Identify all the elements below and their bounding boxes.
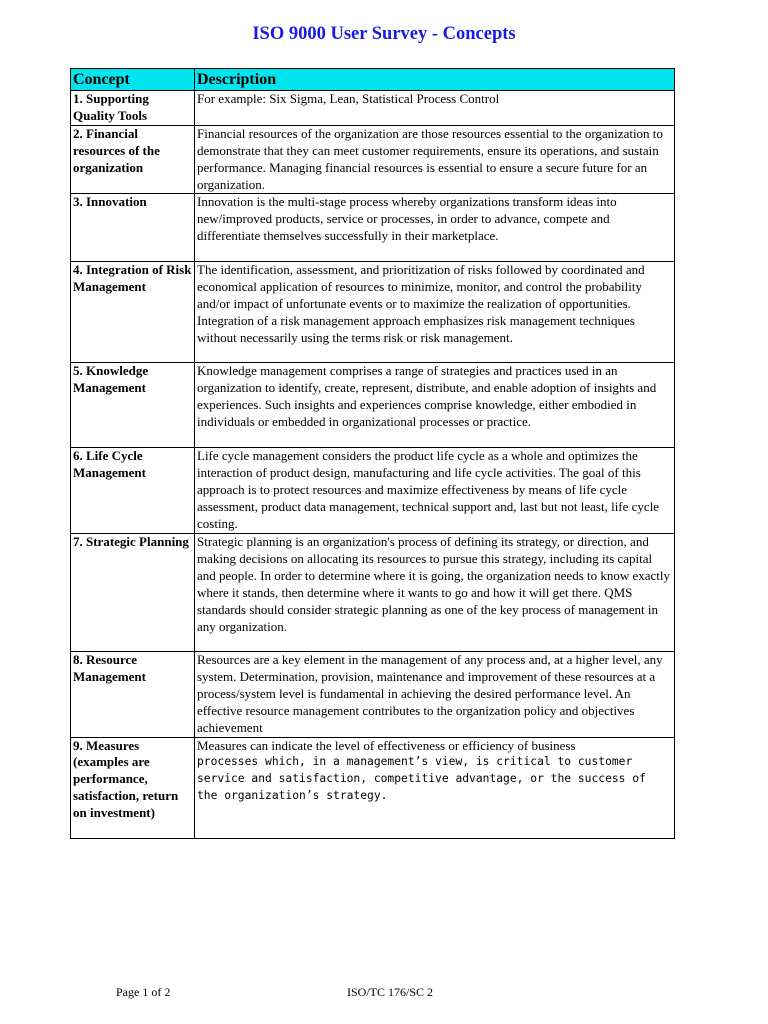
description-cell	[195, 363, 675, 448]
description-text: Measures can indicate the level of effectiveness or efficiency of business	[197, 737, 576, 753]
concept-cell: 4. Integration of Risk Management	[71, 262, 195, 363]
column-header-description: Description	[195, 69, 675, 91]
description-text: Strategic planning is an organization's process of defining its strategy, or direction, and making decisions on allocating its resources to pursue this strategy, including its capital and people. In order to determine where it is going, the organization needs to know exactly where it stands, then determine where it wants to go and how it will get there. QMS standards should consider strategic planning as one of the key process of management in any organization.	[197, 533, 671, 634]
concept-cell: 7. Strategic Planning	[71, 533, 195, 651]
table-row	[71, 533, 675, 651]
table-row	[71, 125, 675, 194]
description-text: The identification, assessment, and prioritization of risks followed by coordinated and economical application of resources to minimize, monitor, and control the probability and/or impact of unfortunate events or to maximize the realization of opportunities.	[197, 262, 645, 312]
description-text: Life cycle management considers the product life cycle as a whole and optimizes the interaction of product design, manufacturing and life cycle activities. The goal of this approach is to protect resources and maximize effectiveness by means of life cycle assessment, product data management, technical support and, last but not least, life cycle costing.	[197, 448, 660, 532]
description-cell	[195, 448, 675, 534]
concept-cell: 2. Financial resources of the organization	[71, 125, 195, 194]
table-header-row	[71, 69, 675, 91]
description-cell	[195, 262, 675, 363]
description-text: Resources are a key element in the management of any process and, at a higher level, any system. Determination, provision, maintenance and improvement of these resources at a process/system level is fundamental in achieving the desired performance level. An effective resource management contributes to the organization policy and objectives achievement	[197, 651, 663, 735]
description-text: For example: Six Sigma, Lean, Statistical Process Control	[197, 91, 500, 106]
table-row	[71, 91, 675, 126]
committee-label: ISO/TC 176/SC 2	[347, 985, 434, 999]
table-row	[71, 448, 675, 534]
table-row	[71, 262, 675, 363]
description-text: Knowledge management comprises a range of strategies and practices used in an organization to identify, create, represent, distribute, and enable adoption of insights and experiences. Such insights and experiences comprise knowledge, either embodied in individuals or embedded in organizational processes or practice.	[197, 363, 657, 430]
description-cell	[195, 194, 675, 262]
description-cell	[195, 533, 675, 651]
column-header-concept: Concept	[71, 69, 195, 91]
concept-cell: 9. Measures (examples are performance, satisfaction, return on investment)	[71, 737, 195, 838]
table-row	[71, 194, 675, 262]
concepts-table	[70, 68, 675, 839]
description-text: Financial resources of the organization are those resources essential to the organization to demonstrate that they can meet customer requirements, ensure its operations, and sustain performance. Managing financial resources is essential to ensure a secure future for an organization.	[197, 125, 663, 192]
description-cell	[195, 737, 675, 838]
description-cell	[195, 91, 675, 126]
description-cell	[195, 651, 675, 737]
page-title: ISO 9000 User Survey - Concepts	[252, 24, 516, 44]
concept-cell: 1. Supporting Quality Tools	[71, 91, 195, 126]
description-text-continued: processes which, in a management’s view, is critical to customer service and satisfaction, competitive advantage, or the success of the organization’s strategy.	[197, 755, 646, 803]
page-number: Page 1 of 2	[116, 985, 171, 999]
concept-cell: 3. Innovation	[71, 194, 195, 262]
description-text: Innovation is the multi-stage process whereby organizations transform ideas into new/improved products, service or processes, in order to advance, compete and differentiate themselves successfully in their marketplace.	[197, 194, 617, 244]
concept-cell: 5. Knowledge Management	[71, 363, 195, 448]
table-row	[71, 363, 675, 448]
description-text-continued: Integration of a risk management approach emphasizes risk management techniques without necessarily using the terms risk or risk management.	[197, 313, 635, 346]
description-cell	[195, 125, 675, 194]
concept-cell: 8. Resource Management	[71, 651, 195, 737]
concept-cell: 6. Life Cycle Management	[71, 448, 195, 534]
table-row	[71, 651, 675, 737]
table-row	[71, 737, 675, 838]
